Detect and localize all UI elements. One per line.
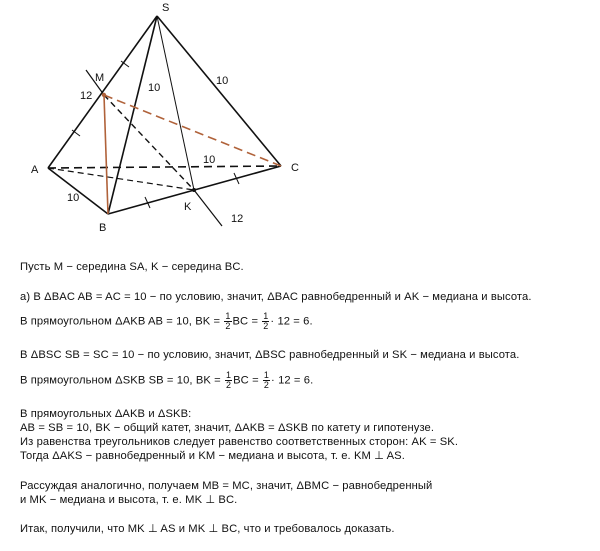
point-k (192, 188, 196, 192)
line3-end: · 12 = 6. (270, 315, 313, 328)
label-m: M (95, 72, 105, 84)
segment-mc (104, 95, 281, 166)
pyramid-figure (0, 0, 600, 245)
line3-middle: BC = (232, 315, 262, 328)
length-ac: 10 (203, 154, 216, 166)
edge-sb (108, 16, 157, 214)
text-line-2: а) В ΔBAC AB = AC = 10 − по условию, значит, ΔBAC равнобедренный и AK − медиана и высота. (20, 291, 532, 303)
label-k: K (184, 201, 192, 213)
line5-end: · 12 = 6. (271, 374, 314, 387)
segment-mb (104, 95, 108, 214)
length-k-ext: 12 (231, 213, 244, 225)
label-b: B (99, 222, 107, 234)
text-line-1: Пусть M − середина SA, K − середина BC. (20, 261, 244, 273)
length-sc: 10 (216, 75, 229, 87)
text-line-5 (20, 371, 313, 390)
segment-sk-hidden (157, 16, 194, 190)
edge-ab (48, 168, 108, 214)
text-line-7: AB = SB = 10, BK − общий катет, значит, ΔAKB = ΔSKB по катету и гипотенузе. (20, 422, 435, 434)
length-sb: 10 (148, 82, 161, 94)
edge-sc (157, 16, 281, 166)
text-line-9: Тогда ΔAKS − равнобедренный и KM − медиана и высота, т. е. KM ⊥ AS. (20, 450, 405, 462)
label-s: S (162, 2, 170, 14)
edge-ac-hidden (48, 166, 281, 168)
point-m (102, 93, 106, 97)
label-c: C (291, 162, 299, 174)
text-line-6: В прямоугольных ΔAKB и ΔSKB: (20, 408, 192, 420)
text-line-11: и MK − медиана и высота, т. е. MK ⊥ BC. (20, 494, 238, 506)
label-a: A (31, 164, 39, 176)
line5-start: В прямоугольном ΔSKB SB = 10, BK = (20, 374, 225, 387)
line3-start: В прямоугольном ΔAKB AB = 10, BK = (20, 315, 224, 328)
fraction-half: $\frac{1}{2}$ (263, 370, 270, 390)
text-line-3 (20, 312, 313, 331)
fraction-half: $\frac{1}{2}$ (225, 311, 231, 331)
line-mk-extension-lower (194, 190, 222, 226)
fraction-half: $\frac{1}{2}$ (263, 311, 269, 331)
text-line-8: Из равенства треугольников следует равенство соответственных сторон: AK = SK. (20, 436, 459, 448)
text-line-10: Рассуждая аналогично, получаем MB = MC, значит, ΔBMC − равнобедренный (20, 480, 433, 492)
text-line-4: В ΔBSC SB = SC = 10 − по условию, значит, ΔBSC равнобедренный и SK − медиана и высота. (20, 349, 520, 361)
fraction-half: $\frac{1}{2}$ (226, 370, 232, 390)
line5-middle: BC = (233, 374, 262, 387)
text-line-12: Итак, получили, что MK ⊥ AS и MK ⊥ BC, что и требовалось доказать. (20, 523, 395, 535)
length-ms: 12 (80, 90, 93, 102)
segment-ak-hidden (48, 168, 194, 190)
length-ab: 10 (67, 192, 80, 204)
